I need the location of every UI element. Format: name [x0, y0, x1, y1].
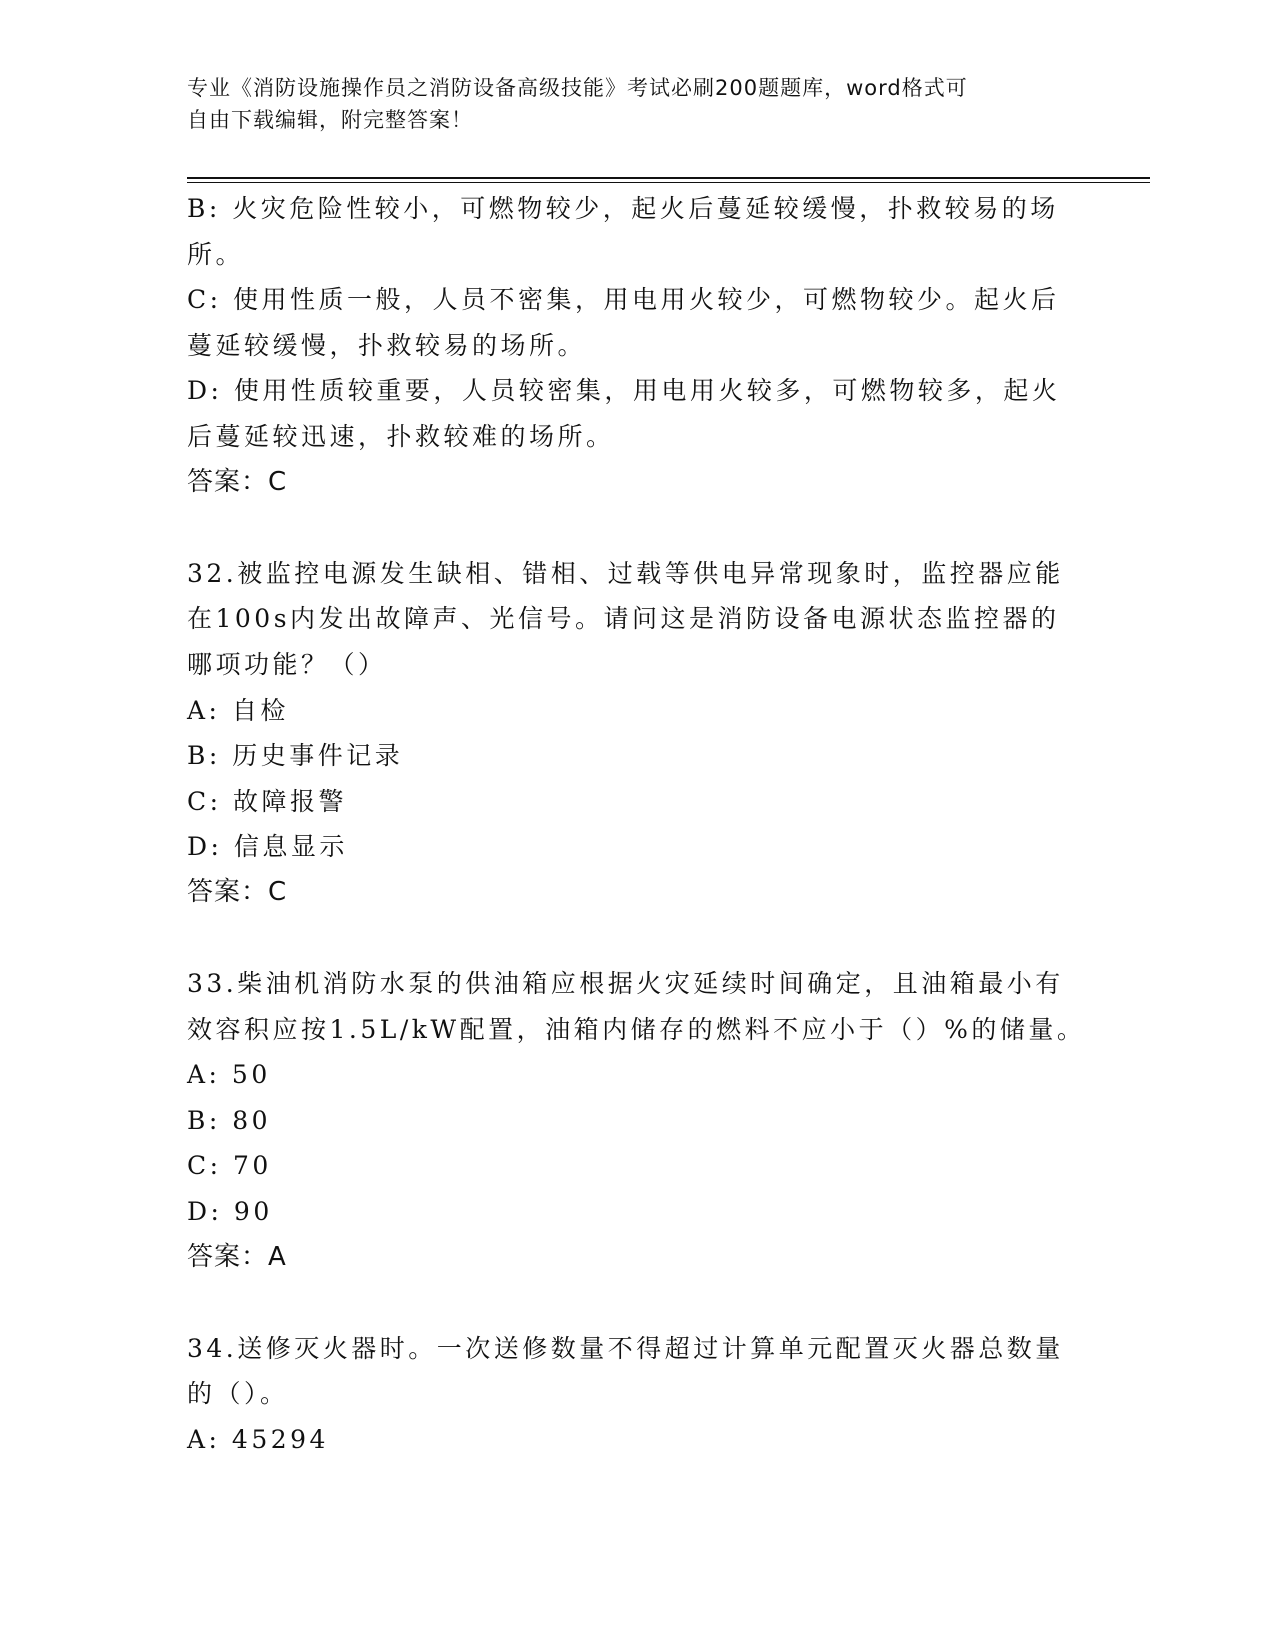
q32-option-a: A: 自检: [187, 695, 289, 725]
q32-stem-line-2: 在100s内发出故障声、光信号。请问这是消防设备电源状态监控器的: [187, 604, 1060, 634]
q33-answer: 答案：A: [187, 1241, 287, 1272]
option-b-line-1: B: 火灾危险性较小，可燃物较少，起火后蔓延较缓慢，扑救较易的场: [187, 194, 1059, 223]
prev-answer: 答案：C: [187, 466, 288, 497]
option-d-line-2: 后蔓延较迅速，扑救较难的场所。: [187, 421, 615, 451]
header-divider-thin: [187, 182, 1150, 183]
q32-stem-line-1: 32.被监控电源发生缺相、错相、过载等供电异常现象时，监控器应能: [187, 558, 1064, 588]
option-d-line-1: D: 使用性质较重要，人员较密集，用电用火较多，可燃物较多，起火: [187, 376, 1061, 406]
q33-option-c: C: 70: [187, 1151, 272, 1181]
q33-stem-line-2: 效容积应按1.5L/kW配置，油箱内储存的燃料不应小于（）%的储量。: [187, 1014, 1086, 1044]
question-32: [187, 551, 1067, 916]
q32-option-c: C: 故障报警: [187, 786, 347, 816]
spacer: [187, 505, 1067, 551]
q32-option-b: B: 历史事件记录: [187, 741, 404, 771]
option-c-line-1: C: 使用性质一般，人员不密集，用电用火较少，可燃物较少。起火后: [187, 285, 1060, 315]
header-line-2: 自由下载编辑，附完整答案！: [187, 108, 473, 132]
question-content: [187, 186, 1086, 1463]
option-c-line-2: 蔓延较缓慢，扑救较易的场所。: [187, 330, 587, 360]
q32-stem-line-3: 哪项功能？（）: [187, 649, 387, 679]
prev-question: [187, 186, 1067, 505]
q33-stem-line-1: 33.柴油机消防水泵的供油箱应根据火灾延续时间确定，且油箱最小有: [187, 969, 1064, 999]
question-33: [187, 961, 1086, 1280]
header-divider-thick: [187, 177, 1150, 179]
q32-option-d: D: 信息显示: [187, 832, 348, 862]
spacer: [187, 916, 1067, 962]
header-line-1: 专业《消防设施操作员之消防设备高级技能》考试必刷200题题库，word格式可: [187, 76, 968, 100]
q34-option-a: A: 45294: [187, 1425, 329, 1455]
q33-option-a: A: 50: [187, 1060, 271, 1090]
q34-stem-line-1: 34.送修灭火器时。一次送修数量不得超过计算单元配置灭火器总数量: [187, 1333, 1064, 1363]
option-b-line-2: 所。: [187, 239, 245, 269]
q33-option-d: D: 90: [187, 1197, 273, 1227]
document-header: [187, 72, 1067, 136]
q34-stem-line-2: 的（）。: [187, 1379, 289, 1409]
question-34: [187, 1326, 1067, 1463]
q32-answer: 答案：C: [187, 876, 288, 907]
spacer: [187, 1280, 1067, 1326]
q33-option-b: B: 80: [187, 1105, 272, 1135]
